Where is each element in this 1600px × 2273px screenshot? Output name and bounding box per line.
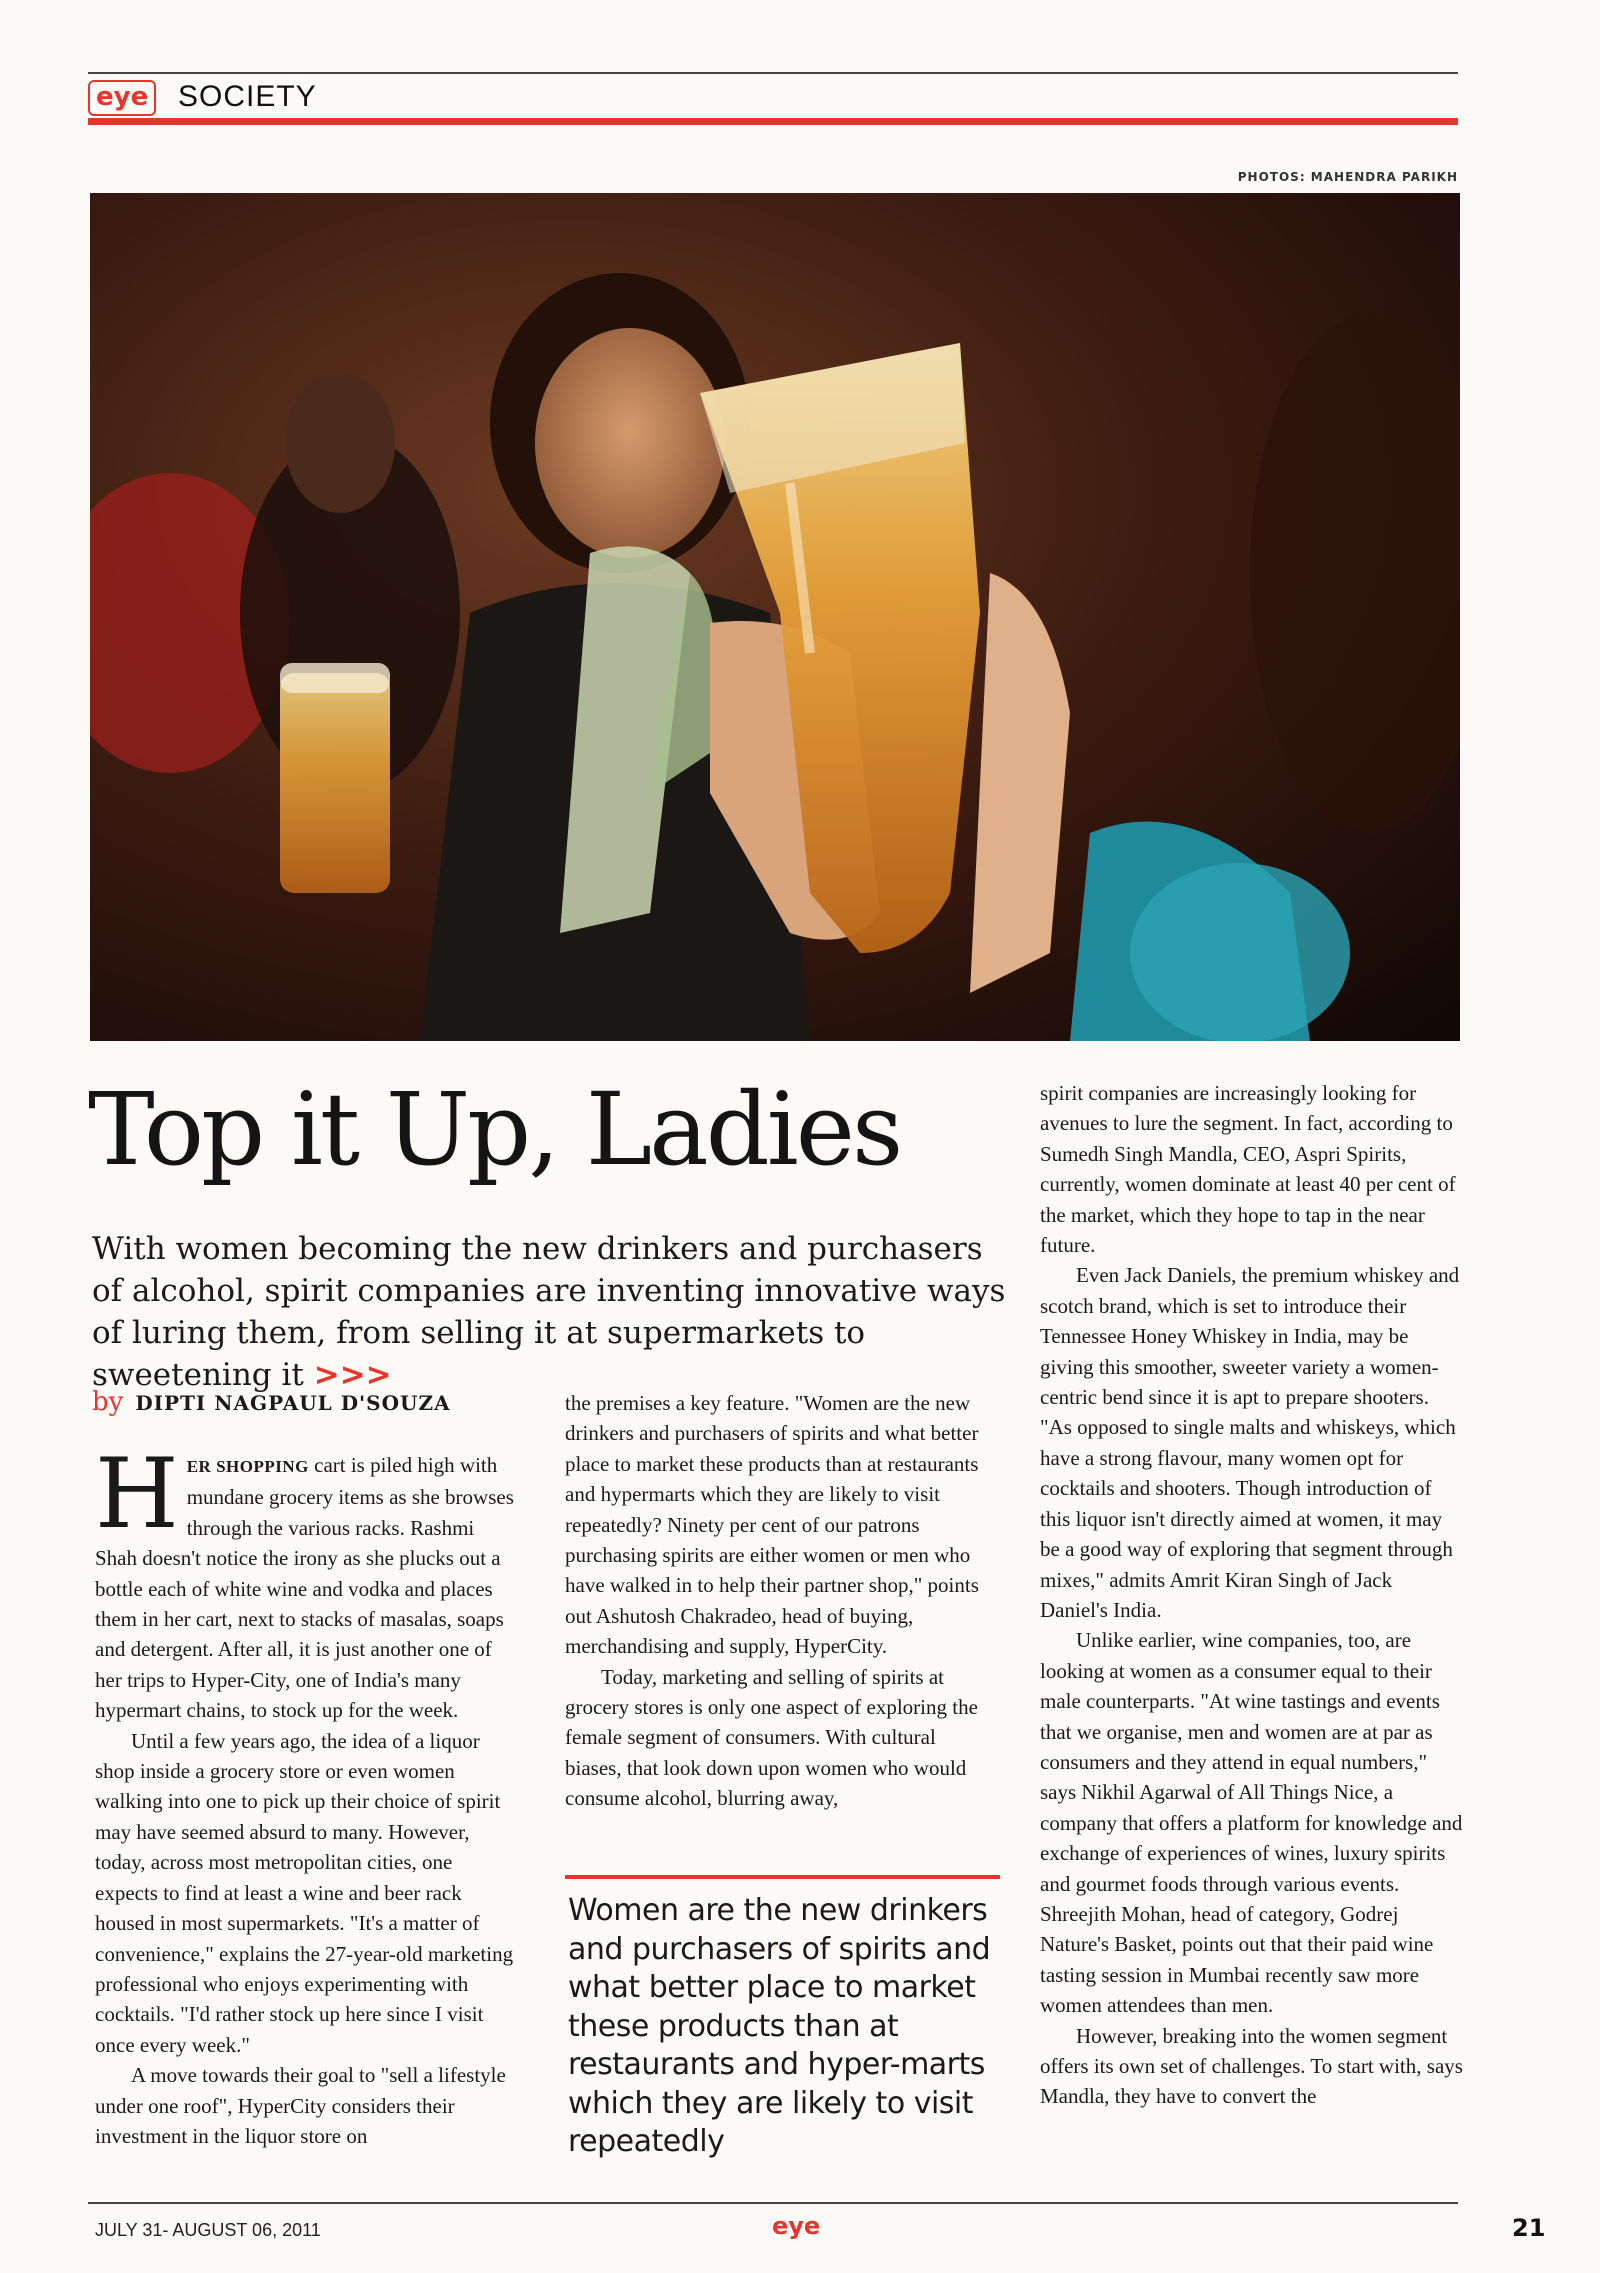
drop-cap: H xyxy=(95,1438,179,1550)
paragraph: spirit companies are increasingly looking for avenues to lure the segment. In fact, according to Sumedh Singh Mandla, CEO, Aspri Spirits, currently, women dominate at least 40 per cent of the market, which they hope to tap in the near future. xyxy=(1040,1081,1456,1258)
paragraph: A move towards their goal to "sell a lifestyle under one roof", HyperCity considers their investment in the liquor store on xyxy=(95,2063,506,2148)
lead-smallcaps: ER SHOPPING xyxy=(186,1457,309,1476)
photo-credit: PHOTOS: MAHENDRA PARIKH xyxy=(1237,170,1458,184)
paragraph: Until a few years ago, the idea of a liquor shop inside a grocery store or even women walking into one to pick up their choice of spirit may have seemed absurd to many. However, today, across most metropolitan cities, one expects to find at least a wine and beer rack housed in most supermarkets. "It's a matter of convenience," explains the 27-year-old marketing professional who enjoys experimenting with cocktails. "I'd rather stock up here since I visit once every week." xyxy=(95,1728,514,2057)
pullquote-rule xyxy=(565,1875,1000,1879)
paragraph: Today, marketing and selling of spirits at grocery stores is only one aspect of exploring the female segment of consumers. With cultural biases, that look down upon women who would consume alcohol, blurring away, xyxy=(565,1664,978,1811)
eye-logo: eye xyxy=(88,80,156,116)
byline-name: DIPTI NAGPAUL D'SOUZA xyxy=(135,1391,451,1415)
pullquote: Women are the new drinkers and purchasers of spirits and what better place to market these products than at restaurants and hyper-marts which they are likely to visit repeatedly xyxy=(568,1893,991,2159)
paragraph-lead xyxy=(95,1438,520,1726)
body-column-3 xyxy=(1040,1078,1465,2112)
deck-text: With women becoming the new drinkers and purchasers of alcohol, spirit companies are inventing innovative ways of luring them, from selling it at supermarkets to sweetening it xyxy=(92,1231,1006,1393)
paragraph: However, breaking into the women segment offers its own set of challenges. To start with, says Mandla, they have to convert the xyxy=(1040,2023,1463,2109)
header-top-rule xyxy=(88,72,1458,74)
lead-text: cart is piled high with mundane grocery items as she browses through the various racks. Rashmi Shah doesn't notice the irony as she plucks out a bottle each of white wine and vodka and places them in her cart, next to stacks of masalas, soaps and detergent. After all, it is just another one of her trips to Hyper-City, one of India's many hypermart chains, to stock up for the week. xyxy=(95,1453,514,1723)
body-column-1 xyxy=(95,1438,520,2151)
header-red-rule xyxy=(88,118,1458,125)
body-column-2 xyxy=(565,1388,995,1814)
paragraph: Even Jack Daniels, the premium whiskey and scotch brand, which is set to introduce their Tennessee Honey Whiskey in India, may be giving this smoother, sweeter variety a women-centric bend since it is apt to prepare shooters. "As opposed to single malts and whiskeys, which have a strong flavour, many women opt for cocktails and shooters. Though introduction of this liquor isn't directly aimed at women, it may be a good way of exploring that segment through mixes," admits Amrit Kiran Singh of Jack Daniel's India. xyxy=(1040,1263,1460,1622)
issue-date: JULY 31- AUGUST 06, 2011 xyxy=(95,2220,321,2240)
footer-logo: eye xyxy=(772,2212,821,2240)
deck xyxy=(92,1228,1022,1396)
continue-arrows: >>> xyxy=(313,1357,392,1393)
byline-prefix: by xyxy=(92,1387,124,1417)
headline: Top it Up, Ladies xyxy=(88,1071,901,1188)
paragraph: Unlike earlier, wine companies, too, are looking at women as a consumer equal to their male counterparts. "At wine tastings and events that we organise, men and women are at par as consumers and they attend in equal numbers," says Nikhil Agarwal of All Things Nice, a company that offers a platform for knowledge and exchange of experiences of wines, luxury spirits and gourmet foods through various events. Shreejith Mohan, head of category, Godrej Nature's Basket, points out that their paid wine tasting session in Mumbai recently saw more women attendees than men. xyxy=(1040,1628,1463,2018)
article-photo xyxy=(90,193,1460,1041)
section-label: SOCIETY xyxy=(178,80,317,113)
paragraph: the premises a key feature. "Women are the new drinkers and purchasers of spirits and what better place to market these products than at restaurants and hypermarts which they are likely to visit repeatedly? Ninety per cent of our patrons purchasing spirits are either women or men who have walked in to help their partner shop," points out Ashutosh Chakradeo, head of buying, merchandising and supply, HyperCity. xyxy=(565,1391,979,1659)
byline xyxy=(92,1387,451,1417)
footer-rule xyxy=(88,2202,1458,2204)
page-number: 21 xyxy=(1512,2214,1546,2242)
